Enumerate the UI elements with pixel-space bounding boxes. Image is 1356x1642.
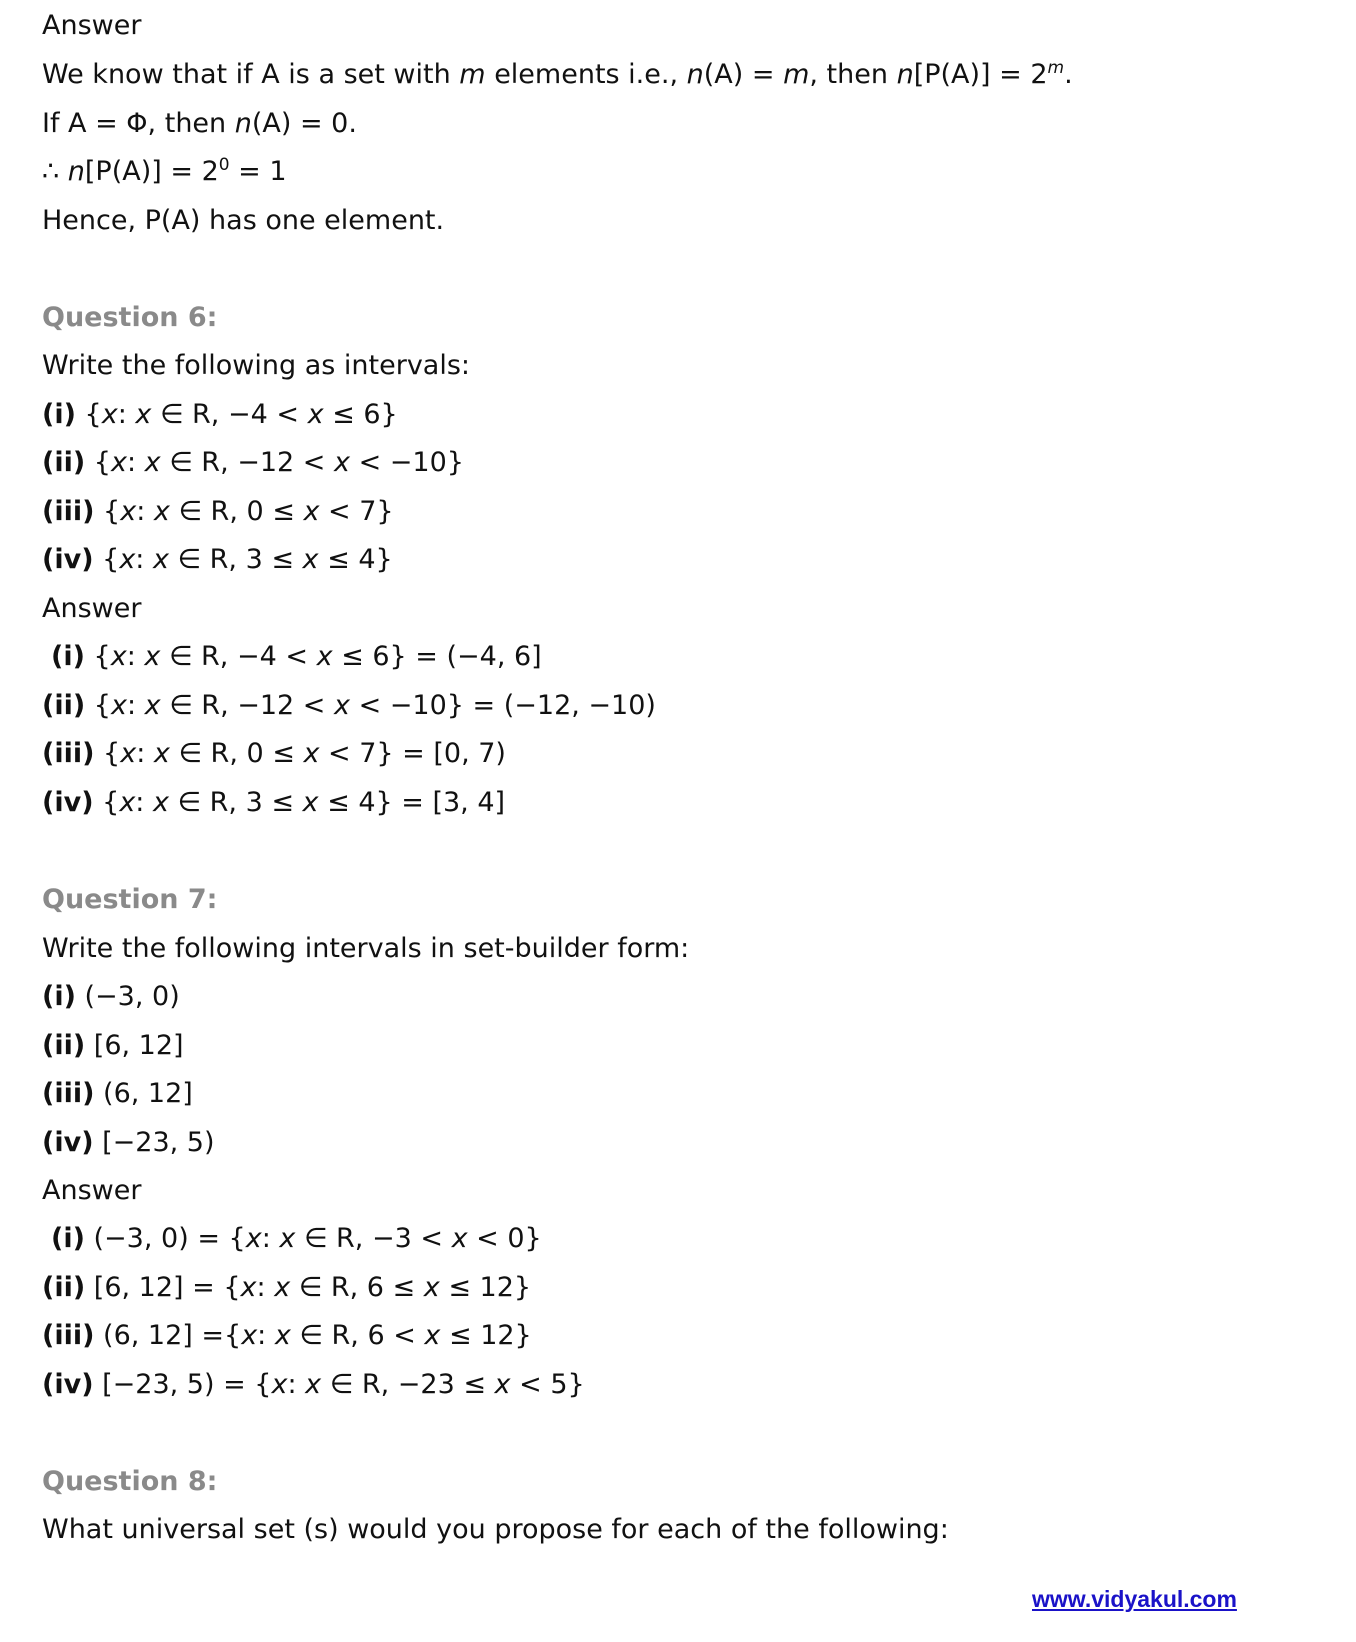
question-item: (iii) {x: x ∈ R, 0 ≤ x < 7} (42, 496, 394, 527)
answer-item: (iii) (6, 12] ={x: x ∈ R, 6 < x ≤ 12} (42, 1320, 532, 1351)
answer-line: ∴ $n[P(A)] = 2^0 = 1$ (42, 155, 287, 187)
question-heading: Question 8: (42, 1466, 218, 1497)
answer-item: (iii) {x: x ∈ R, 0 ≤ x < 7} = [0, 7) (42, 738, 506, 769)
answer-line: If A = Φ, then n(A) = 0. (42, 108, 357, 139)
question-item: (i) {x: x ∈ R, −4 < x ≤ 6} (42, 399, 398, 430)
question-item: (i) (−3, 0) (42, 981, 180, 1012)
question-item: (iv) [−23, 5) (42, 1127, 215, 1158)
answer-label: Answer (42, 593, 142, 624)
answer-item: (i) {x: x ∈ R, −4 < x ≤ 6} = (−4, 6] (51, 641, 542, 672)
answer-line: Hence, P(A) has one element. (42, 205, 445, 236)
question-heading: Question 7: (42, 884, 218, 915)
answer-item: (iv) [−23, 5) = {x: x ∈ R, −23 ≤ x < 5} (42, 1369, 585, 1400)
answer-item: (ii) {x: x ∈ R, −12 < x < −10} = (−12, −10) (42, 690, 656, 721)
answer-item: (i) (−3, 0) = {x: x ∈ R, −3 < x < 0} (51, 1223, 542, 1254)
question-item: (iii) (6, 12] (42, 1078, 193, 1109)
question-heading: Question 6: (42, 302, 218, 333)
answer-line: We know that if A is a set with m elements i.e., n(A) = m, then $n[P(A)] = 2^m$. (42, 58, 1073, 90)
question-item: (ii) [6, 12] (42, 1030, 184, 1061)
answer-item: (ii) [6, 12] = {x: x ∈ R, 6 ≤ x ≤ 12} (42, 1272, 532, 1303)
answer-item: (iv) {x: x ∈ R, 3 ≤ x ≤ 4} = [3, 4] (42, 787, 506, 818)
question-item: (iv) {x: x ∈ R, 3 ≤ x ≤ 4} (42, 544, 393, 575)
question-prompt: What universal set (s) would you propose for each of the following: (42, 1514, 949, 1545)
answer-label: Answer (42, 10, 142, 41)
question-prompt: Write the following as intervals: (42, 350, 471, 381)
question-item: (ii) {x: x ∈ R, −12 < x < −10} (42, 447, 464, 478)
website-link[interactable]: www.vidyakul.com (1032, 1586, 1237, 1612)
question-prompt: Write the following intervals in set-builder form: (42, 933, 690, 964)
answer-label: Answer (42, 1175, 142, 1206)
